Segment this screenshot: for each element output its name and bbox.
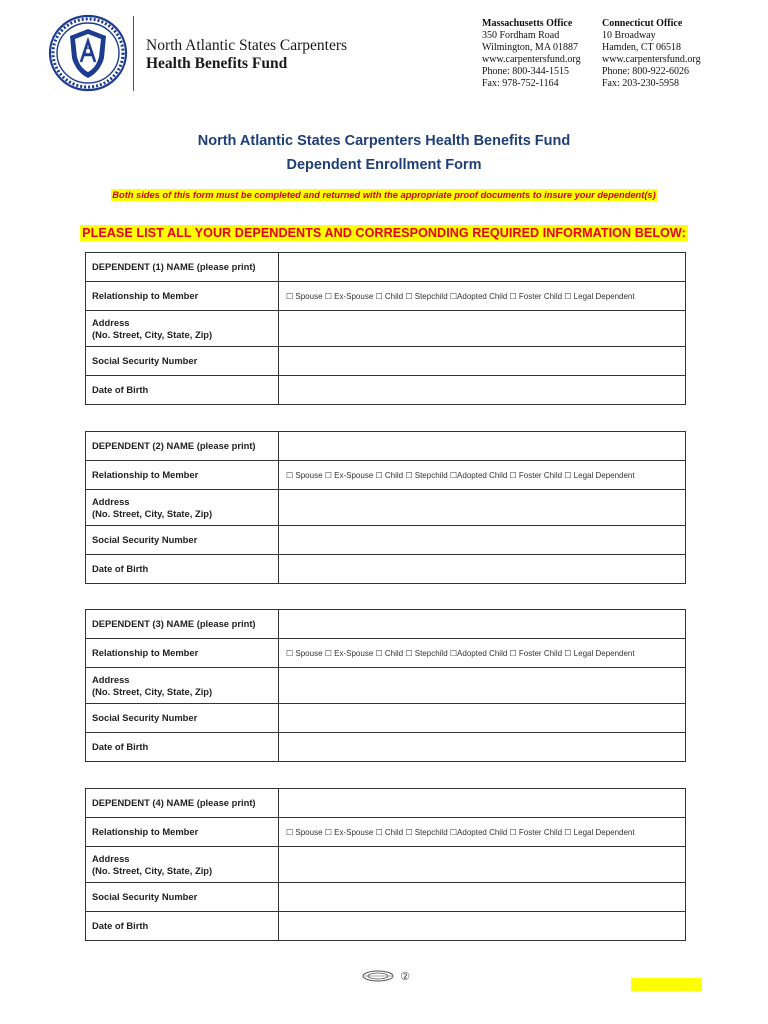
ssn-field[interactable] xyxy=(279,347,686,376)
relationship-options[interactable]: ☐ Spouse ☐ Ex-Spouse ☐ Child ☐ Stepchild ☐Adopted Child ☐ Foster Child ☐ Legal Dependent xyxy=(286,827,635,837)
form-title: North Atlantic States Carpenters Health Benefits Fund xyxy=(197,133,571,149)
office-city: Wilmington, MA 01887 xyxy=(482,41,578,53)
address-title: Address xyxy=(92,673,130,685)
organization-name xyxy=(146,37,347,73)
office-phone: Phone: 800-344-1515 xyxy=(482,65,569,77)
union-bug-page-mark xyxy=(360,968,416,984)
dependent-name-field[interactable] xyxy=(279,789,686,818)
letterhead-divider xyxy=(133,16,134,91)
instruction-note xyxy=(0,185,768,203)
address-label xyxy=(86,847,279,883)
office-name: Connecticut Office xyxy=(602,18,683,29)
address-field[interactable] xyxy=(279,668,686,704)
dob-label: Date of Birth xyxy=(86,376,279,405)
relationship-options[interactable]: ☐ Spouse ☐ Ex-Spouse ☐ Child ☐ Stepchild ☐Adopted Child ☐ Foster Child ☐ Legal Dependent xyxy=(286,291,635,301)
office-street: 350 Fordham Road xyxy=(482,29,560,41)
dob-label: Date of Birth xyxy=(86,555,279,584)
address-label xyxy=(86,668,279,704)
address-label xyxy=(86,311,279,347)
relationship-checkboxes[interactable] xyxy=(279,639,686,668)
org-name-line1: North Atlantic States Carpenters xyxy=(146,37,348,54)
dob-field[interactable] xyxy=(279,376,686,405)
dependent-name-label: DEPENDENT (1) NAME (please print) xyxy=(86,253,279,282)
office-website: www.carpentersfund.org xyxy=(602,53,701,65)
office-fax: Fax: 203-230-5958 xyxy=(602,77,679,89)
org-name-line2: Health Benefits Fund xyxy=(146,55,288,72)
relationship-label: Relationship to Member xyxy=(86,461,279,490)
dependent-name-field[interactable] xyxy=(279,253,686,282)
ssn-label: Social Security Number xyxy=(86,704,279,733)
relationship-label: Relationship to Member xyxy=(86,639,279,668)
address-field[interactable] xyxy=(279,311,686,347)
dependent-3-table xyxy=(85,609,686,762)
office-city: Hamden, CT 06518 xyxy=(602,41,681,53)
office-street: 10 Broadway xyxy=(602,29,656,41)
address-subtitle: (No. Street, City, State, Zip) xyxy=(92,507,213,519)
page-number: ② xyxy=(400,970,410,983)
dob-field[interactable] xyxy=(279,912,686,941)
ssn-field[interactable] xyxy=(279,526,686,555)
dob-label: Date of Birth xyxy=(86,912,279,941)
dob-field[interactable] xyxy=(279,733,686,762)
form-subtitle: Dependent Enrollment Form xyxy=(286,157,482,173)
address-subtitle: (No. Street, City, State, Zip) xyxy=(92,328,213,340)
instruction-text: Both sides of this form must be completed and returned with the appropriate proof documents to insure your dependent(s) xyxy=(112,190,656,200)
dependents-headline xyxy=(0,224,768,242)
union-seal-logo xyxy=(48,14,128,92)
address-title: Address xyxy=(92,495,130,507)
dependent-1-table xyxy=(85,252,686,405)
office-name: Massachusetts Office xyxy=(482,18,573,29)
address-title: Address xyxy=(92,316,130,328)
ssn-field[interactable] xyxy=(279,883,686,912)
dob-field[interactable] xyxy=(279,555,686,584)
dob-label: Date of Birth xyxy=(86,733,279,762)
ssn-label: Social Security Number xyxy=(86,526,279,555)
highlight-marker xyxy=(631,978,702,991)
dependent-2-table xyxy=(85,431,686,584)
address-subtitle: (No. Street, City, State, Zip) xyxy=(92,864,213,876)
ssn-label: Social Security Number xyxy=(86,883,279,912)
ssn-label: Social Security Number xyxy=(86,347,279,376)
dependent-name-label: DEPENDENT (3) NAME (please print) xyxy=(86,610,279,639)
dependent-name-field[interactable] xyxy=(279,610,686,639)
office-website: www.carpentersfund.org xyxy=(482,53,581,65)
address-field[interactable] xyxy=(279,847,686,883)
address-field[interactable] xyxy=(279,490,686,526)
dependent-name-field[interactable] xyxy=(279,432,686,461)
dependent-4-table xyxy=(85,788,686,941)
address-label xyxy=(86,490,279,526)
dependent-name-label: DEPENDENT (2) NAME (please print) xyxy=(86,432,279,461)
relationship-options[interactable]: ☐ Spouse ☐ Ex-Spouse ☐ Child ☐ Stepchild ☐Adopted Child ☐ Foster Child ☐ Legal Dependent xyxy=(286,470,635,480)
massachusetts-office-block xyxy=(482,18,581,89)
relationship-checkboxes[interactable] xyxy=(279,461,686,490)
dependent-name-label: DEPENDENT (4) NAME (please print) xyxy=(86,789,279,818)
office-phone: Phone: 800-922-6026 xyxy=(602,65,689,77)
relationship-label: Relationship to Member xyxy=(86,282,279,311)
office-fax: Fax: 978-752-1164 xyxy=(482,77,559,89)
relationship-label: Relationship to Member xyxy=(86,818,279,847)
headline-text: PLEASE LIST ALL YOUR DEPENDENTS AND CORRESPONDING REQUIRED INFORMATION BELOW: xyxy=(82,226,686,240)
relationship-checkboxes[interactable] xyxy=(279,818,686,847)
relationship-checkboxes[interactable] xyxy=(279,282,686,311)
ssn-field[interactable] xyxy=(279,704,686,733)
relationship-options[interactable]: ☐ Spouse ☐ Ex-Spouse ☐ Child ☐ Stepchild ☐Adopted Child ☐ Foster Child ☐ Legal Dependent xyxy=(286,648,635,658)
connecticut-office-block xyxy=(602,18,701,89)
address-subtitle: (No. Street, City, State, Zip) xyxy=(92,685,213,697)
address-title: Address xyxy=(92,852,130,864)
